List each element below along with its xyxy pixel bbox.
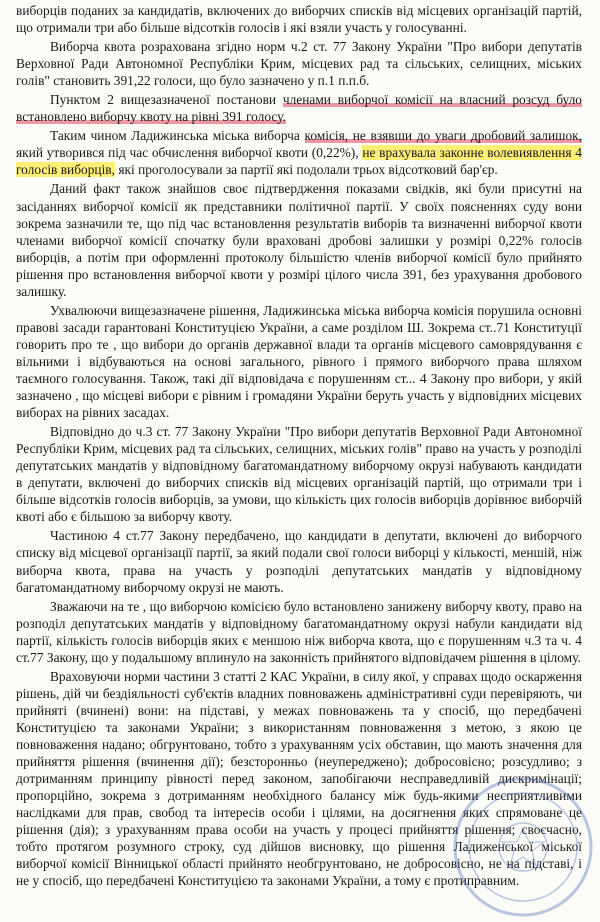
yellow-highlight: не врахувала законне волевиявлення 4 голосів виборців, xyxy=(16,145,582,178)
paragraph xyxy=(16,668,582,890)
paragraph-text: Ухвалюючи вищезазначене рішення, Ладижинська міська виборча комісія порушила основні правові засади гарантовані Конституцією України, а саме розділом Ш. Зокрема ст..71 Конституції говорить про те , що вибори до органів державної влади та органів місцевого самоврядування є вільними і відбуваються на основі загального, рівного і прямого виборчого права шляхом таємного голосування. Також, такі дії відповідача є порушенням ст... 4 Закону про вибори, у якій зазначено , що місцеві вибори є рівним і громадяни України беруть участь у відповідних місцевих виборах на рівних засадах. xyxy=(16,302,582,421)
paragraph xyxy=(16,423,582,525)
paragraph xyxy=(16,2,582,36)
paragraph-text: Зважаючи на те , що виборчою комісією було встановлено занижену виборчу квоту, право на розподіл депутатських мандатів у відповідному багатомандатному окрузі набули кандидати від партії, кількість голосів виборців яких є меншою ніж виборча квота, що є порушенням ч.3 та ч. 4 ст.77 Закону, що у подальшому вплинуло на законність прийнятого відповідачем рішення в цілому. xyxy=(16,598,582,665)
paragraph-text: Даний факт також знайшов своє підтвердження показами свідків, які були присутні на засіданнях виборчої комісії як представники політичної партії. У своїх поясненнях суду вони зокрема зазначили те, що під час встановлення результатів виборів та визначенні виборчої квоти членами виборчої комісії спочатку були враховані дробові залишки у розмірі 0,22% голосів виборців, а потім при оформленні протоколу більшістю членів виборчої комісії було прийнято рішення про встановлення виборчої квоти у розмірі цілого числа 391, без урахування дробового залишку. xyxy=(16,181,582,299)
paragraph-text: Частиною 4 ст.77 Закону передбачено, що кандидати в депутати, включені до виборчого списку від місцевої організації партії, за який подали свої голоси виборці у кількості, меншій, ніж виборча квота, права на участь у розподілі депутатських мандатів у відповідному багатомандатному виборчому окрузі не мають. xyxy=(16,528,582,595)
paragraph-text: виборців поданих за кандидатів, включених до виборчих списків від місцевих організацій партій, що отримали три або більше відсотків голосів і які взяли участь у голосуванні. xyxy=(16,3,582,36)
paragraph-text: Виборча квота розрахована згідно норм ч.2 ст. 77 Закону України "Про вибори депутатів Верховної Ради Автономної Республіки Крим, місцевих рад та сільських, селищних, міських голів" становить 391,22 голоси, що було зазначено у п.1 п.п.б. xyxy=(16,39,582,89)
paragraph-text: Пунктом 2 вищезазначеної постанови xyxy=(50,92,283,108)
paragraph-text: Таким чином Ладижинська міська виборча xyxy=(50,128,305,144)
document-body xyxy=(16,2,582,889)
red-highlight: комісія, не взявши до уваги дробовий залишок, xyxy=(304,128,582,144)
paragraph xyxy=(16,302,582,421)
paragraph-text: Враховуючи норми частини 3 статті 2 КАС України, в силу якої, у справах щодо оскарження рішень, дій чи бездіяльності суб'єктів владних повноважень адміністративні суди перевіряють, чи прийняті (вчинені) вони: на підставі, у межах повноважень та у спосіб, що передбачені Конституцією та законами України; з використанням повноваження з метою, з якою це повноваження надано; обгрунтовано, тобто з урахуванням усіх обставин, що мають значення для прийняття рішення (вчинення дії); безсторонньо (неупереджено); добросовісно; розсудливо; з дотриманням принципу рівності перед законом, запобігаючи несправедливій дискримінації; пропорційно, зокрема з дотриманням необхідного балансу між будь-якими несприятливими наслідками для прав, свобод та інтересів особи і цілями, на досягнення яких спрямоване це рішення (дія); з урахуванням права особи на участь у процесі прийняття рішення; своєчасно, тобто протягом розумного строку, суд дійшов висновку, що рішення Ладиженської міської виборчої комісії Вінницької області прийнято необгрунтовано, не добросовісно, не на підставі, і не у спосіб, що передбачені Конституцією та законами України, а тому є протиправним. xyxy=(16,668,582,889)
paragraph xyxy=(16,527,582,595)
paragraph xyxy=(16,598,582,666)
paragraph-text: який утворився під час обчислення виборчої квоти (0,22%), xyxy=(16,145,363,161)
paragraph-text: які проголосували за партії які подолали трьох відсотковий бар'єр. xyxy=(114,162,498,178)
paragraph xyxy=(16,180,582,299)
red-highlight: членами виборчої комісії на власний розсуд було встановлено виборчу квоту на рівні 391 голосу. xyxy=(16,92,582,125)
paragraph xyxy=(16,91,582,125)
paragraph xyxy=(16,38,582,89)
paragraph xyxy=(16,127,582,178)
paragraph-text: Відповідно до ч.3 ст. 77 Закону України "Про вибори депутатів Верховної Ради Автономної Республіки Крим, місцевих рад та сільських, селищних, міських голів" право на участь у розподілі депутатських мандатів у відповідному багатомандатному виборчому окрузі набувають кандидати в депутати, включені до виборчих списків від місцевих організацій партій, що отримали три і більше відсотків голосів виборців, за умови, що кількість цих голосів виборців дорівнює виборчій квоті або є більшою за виборчу квоту. xyxy=(16,424,582,525)
